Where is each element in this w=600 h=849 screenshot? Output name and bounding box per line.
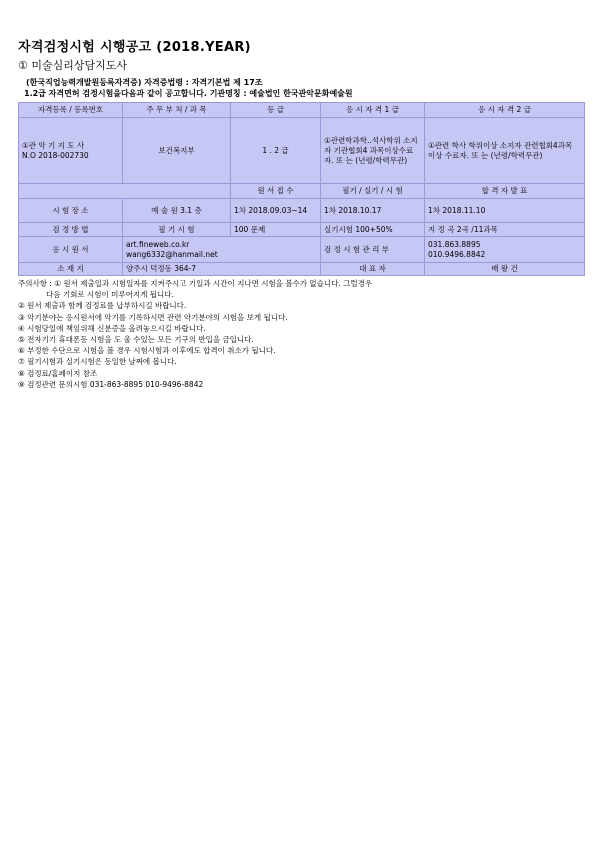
row-label: 소 재 지: [19, 263, 123, 276]
grade-cell: 1 . 2 급: [231, 118, 321, 184]
document-body: [18, 40, 584, 390]
cert-number: N.O 2018-002730: [22, 150, 89, 160]
note-item: ③ 악기분야는 응시원서에 악기를 기록하시면 관련 악기분야의 시험을 보게 됩니다.: [18, 312, 288, 322]
note-item: ⑥ 부정한 수단으로 시험을 볼 경우 시험시험과 이후에도 합격이 취소가 됩니다.: [18, 346, 276, 356]
manager-label: 검 정 시 험 관 리 부: [321, 237, 425, 263]
row-label: 검 정 방 법: [19, 223, 123, 237]
note-item: ⑨ 검정관련 문의시험 031-863-8895 010-9496-8842: [18, 379, 204, 389]
email-link[interactable]: wang6332@hanmail.net: [126, 249, 218, 259]
exam-info-table: [18, 102, 585, 276]
cert-name: ①관 악 기 지 도 사: [22, 140, 85, 150]
method-label: 필 기 시 험: [123, 223, 231, 237]
notes-section: [18, 278, 584, 390]
table-row: [19, 223, 585, 237]
header-cell: 필기 / 실기 / 시 험: [321, 184, 425, 199]
exam-place: 예 술 원 3.1 층: [123, 199, 231, 223]
note-item: 주의사항 : ① 원서 제출일과 시험일자를 지켜주시고 기일과 시간이 지나면 시험을 볼수가 없습니다. 그럴경우: [18, 279, 373, 288]
application-contact-cell: [123, 237, 321, 263]
criteria-value: 지 정 곡 2곡 /11과목: [425, 223, 585, 237]
page-subtitle: ① 미술심리상담지도사: [18, 59, 127, 72]
representative-name: 배 왕 건: [425, 263, 585, 276]
header-cell: 합 격 자 발 표: [425, 184, 585, 199]
header-cell: 자격등록 / 등록번호: [19, 103, 123, 118]
header-cell: 등 급: [231, 103, 321, 118]
table-row: [19, 263, 585, 276]
cert-cell: [19, 118, 123, 184]
note-item: ⑤ 전자기기 휴대폰등 시험을 도 울 수있는 모든 기구의 반입을 금입니다.: [18, 335, 254, 345]
row-label: 시 험 장 소: [19, 199, 123, 223]
page-title: 자격검정시험 시행공고 (2018.YEAR): [18, 40, 251, 55]
phone-1: 031.863.8895: [428, 239, 481, 249]
result-date: 1차 2018.11.10: [425, 199, 585, 223]
empty-cell: [19, 184, 231, 199]
header-cell: 주 무 부 처 / 과 목: [123, 103, 231, 118]
note-item: ② 원서 제출과 함께 검정료를 납부하시길 바랍니다.: [18, 301, 187, 311]
header-cell: 응 시 자 격 1 급: [321, 103, 425, 118]
header-cell: 응 시 자 격 2 급: [425, 103, 585, 118]
practical-value: 실기시험 100+50%: [321, 223, 425, 237]
note-item: ④ 시험당일에 책임위해 신분증을 올려놓으시길 바랍니다.: [18, 323, 206, 333]
phone-2: 010.9496.8842: [428, 249, 486, 259]
notice-line: 1.2급 자격면허 검정시험을다음과 같이 공고합니다. 기관명칭 : 예술법인 한국관악문화예술원: [24, 89, 353, 98]
table-row: [19, 237, 585, 263]
header-cell: 원 서 접 수: [231, 184, 321, 199]
ministry-cell: 보건복지부: [123, 118, 231, 184]
qualification-2-cell: ①관련 학사 학위이상 소지자 관련협회4과목 이상 수료자. 또 는 (년령/학력무관): [425, 118, 585, 184]
row-label: 응 시 원 서: [19, 237, 123, 263]
table-subheader-row: [19, 184, 585, 199]
address-value: 양주시 덕정동 364-7: [123, 263, 321, 276]
note-item: ⑧ 검정료/홈페이지 참조: [18, 368, 98, 378]
exam-date: 1차 2018.10.17: [321, 199, 425, 223]
table-header-row: [19, 103, 585, 118]
method-value: 100 문제: [231, 223, 321, 237]
table-row: [19, 118, 585, 184]
apply-date: 1차 2018.09.03~14: [231, 199, 321, 223]
note-item: ⑦ 필기시험과 실기시험은 동일한 날짜에 봅니다.: [18, 357, 177, 367]
representative-label: 대 표 자: [321, 263, 425, 276]
note-item: 다음 기회로 시험이 미루어지게 됩니다.: [46, 290, 174, 300]
qualification-1-cell: ①관련학과학..석사학위 소지자 기관협회4 과목이상수료자. 또 는 (년령/학력무관): [321, 118, 425, 184]
table-row: [19, 199, 585, 223]
website-link[interactable]: art.fineweb.co.kr: [126, 239, 190, 249]
phone-cell: [425, 237, 585, 263]
law-line: (한국직업능력개발원등록자격증) 자격증법령 : 자격기본법 제 17조: [26, 78, 263, 87]
